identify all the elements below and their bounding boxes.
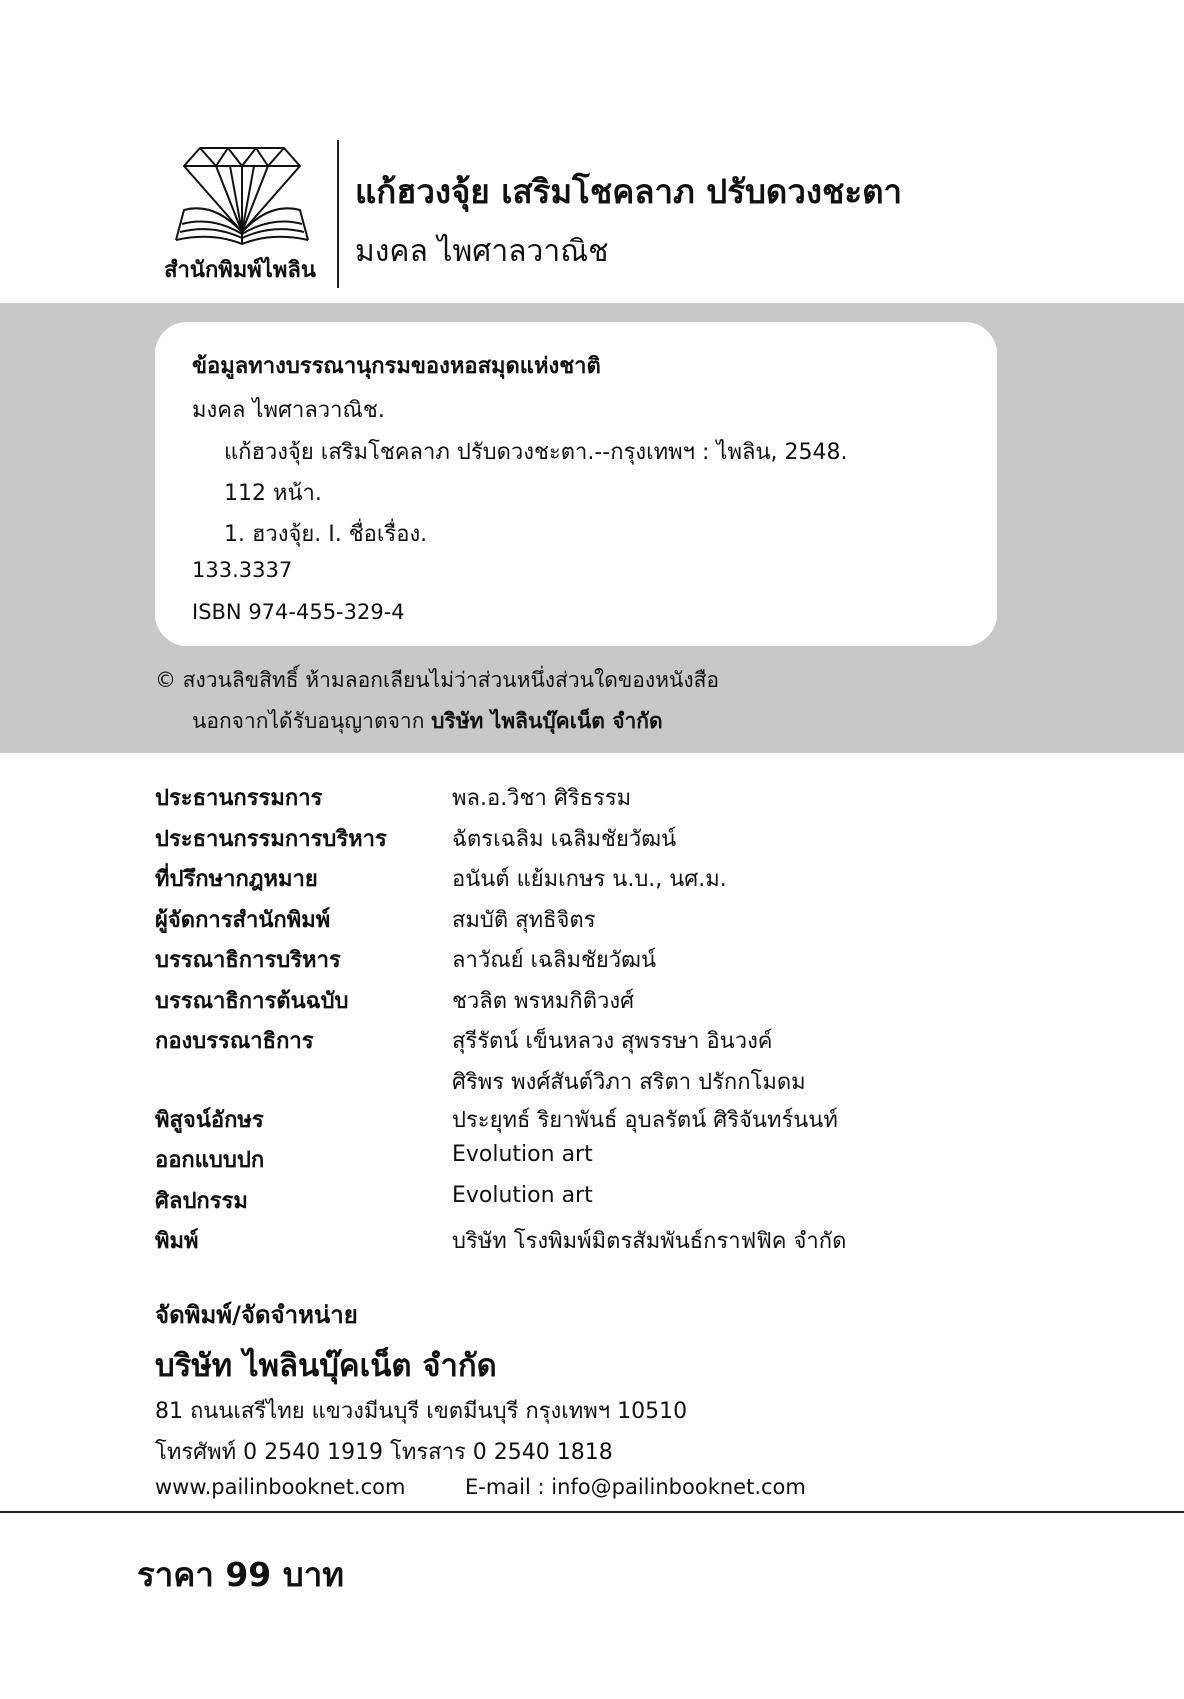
credit-name: สมบัติ สุทธิจิตร [452,907,596,933]
cip-subject: 1. ฮวงจุ้ย. I. ชื่อเรื่อง. [224,522,428,547]
credit-role: พิมพ์ [155,1229,199,1254]
credit-name: Evolution art [452,1142,593,1167]
publisher-name: สำนักพิมพ์ไพลิน [164,258,316,283]
credit-row [155,1183,1115,1224]
staff-credits [155,780,1115,1264]
credit-role: ที่ปรึกษากฎหมาย [155,867,318,892]
credit-role: บรรณาธิการบริหาร [155,948,341,973]
credit-role: พิสูจน์อักษร [155,1107,264,1133]
credit-role: ผู้จัดการสำนักพิมพ์ [155,907,331,933]
credit-name: ชวลิต พรหมกิติวงศ์ [452,988,635,1014]
distribution-company: บริษัท ไพลินบุ๊คเน็ต จำกัด [155,1348,497,1384]
cip-heading: ข้อมูลทางบรรณานุกรมของหอสมุดแห่งชาติ [192,354,601,379]
distribution-address: 81 ถนนเสรีไทย แขวงมีนบุรี เขตมีนบุรี กรุงเทพฯ 10510 [155,1399,688,1424]
credit-row [155,1023,1115,1064]
distribution-website: www.pailinbooknet.com [155,1475,406,1499]
credit-row [155,942,1115,983]
copyright-permission [192,705,663,738]
credit-row [155,861,1115,902]
credit-row [155,1223,1115,1264]
credit-name: พล.อ.วิชา ศิริธรรม [452,786,632,811]
credit-role: ประธานกรรมการบริหาร [155,826,387,852]
distribution-email: E-mail : info@pailinbooknet.com [465,1475,806,1499]
cip-classification: 133.3337 [192,558,293,582]
credit-row [155,780,1115,821]
distribution-heading: จัดพิมพ์/จัดจำหน่าย [155,1301,358,1329]
copyright-company: บริษัท ไพลินบุ๊คเน็ต จำกัด [431,709,663,733]
credit-name: Evolution art [452,1182,593,1208]
cip-title-line: แก้ฮวงจุ้ย เสริมโชคลาภ ปรับดวงชะตา.--กรุงเทพฯ : ไพลิน, 2548. [224,440,848,465]
copyright-notice: © สงวนลิขสิทธิ์ ห้ามลอกเลียนไม่ว่าส่วนหนึ่งส่วนใดของหนังสือ [155,668,720,692]
book-author: มงคล ไพศาลวาณิช [355,234,609,269]
credit-role: ออกแบบปก [155,1148,265,1173]
credit-name: ประยุทธ์ ริยาพันธ์ อุบลรัตน์ ศิริจันทร์นนท์ [452,1107,838,1133]
credit-role: บรรณาธิการต้นฉบับ [155,988,349,1014]
credit-name: ลาวัณย์ เฉลิมชัยวัฒน์ [452,948,657,973]
credit-row [155,983,1115,1024]
copyright-permission-prefix: นอกจากได้รับอนุญาตจาก [192,709,425,733]
publisher-logo-icon [172,140,312,250]
credit-row [155,1142,1115,1183]
credit-role: กองบรรณาธิการ [155,1029,314,1054]
header-divider [337,140,339,288]
credit-name: บริษัท โรงพิมพ์มิตรสัมพันธ์กราฟฟิค จำกัด [452,1229,847,1254]
credit-name: ศิริพร พงศ์สันต์วิภา สริตา ปรักกโมดม [452,1069,806,1095]
credit-row [155,1064,1115,1102]
credit-name: ฉัตรเฉลิม เฉลิมชัยวัฒน์ [452,826,677,852]
cip-author: มงคล ไพศาลวาณิช. [192,398,385,423]
credit-name: อนันต์ แย้มเกษร น.บ., นศ.ม. [452,867,727,892]
distribution-phone: โทรศัพท์ 0 2540 1919 โทรสาร 0 2540 1818 [155,1440,613,1465]
credit-row [155,902,1115,943]
cip-isbn: ISBN 974-455-329-4 [192,600,405,624]
bottom-divider [0,1511,1184,1513]
cip-pages: 112 หน้า. [224,481,322,506]
credit-row [155,1102,1115,1143]
credit-row [155,821,1115,862]
book-title: แก้ฮวงจุ้ย เสริมโชคลาภ ปรับดวงชะตา [355,172,903,211]
credit-role: ประธานกรรมการ [155,786,323,811]
credit-role: ศิลปกรรม [155,1188,248,1214]
credit-name: สุรีรัตน์ เข็นหลวง สุพรรษา อินวงค์ [452,1029,773,1054]
price-label: ราคา 99 บาท [137,1555,344,1594]
